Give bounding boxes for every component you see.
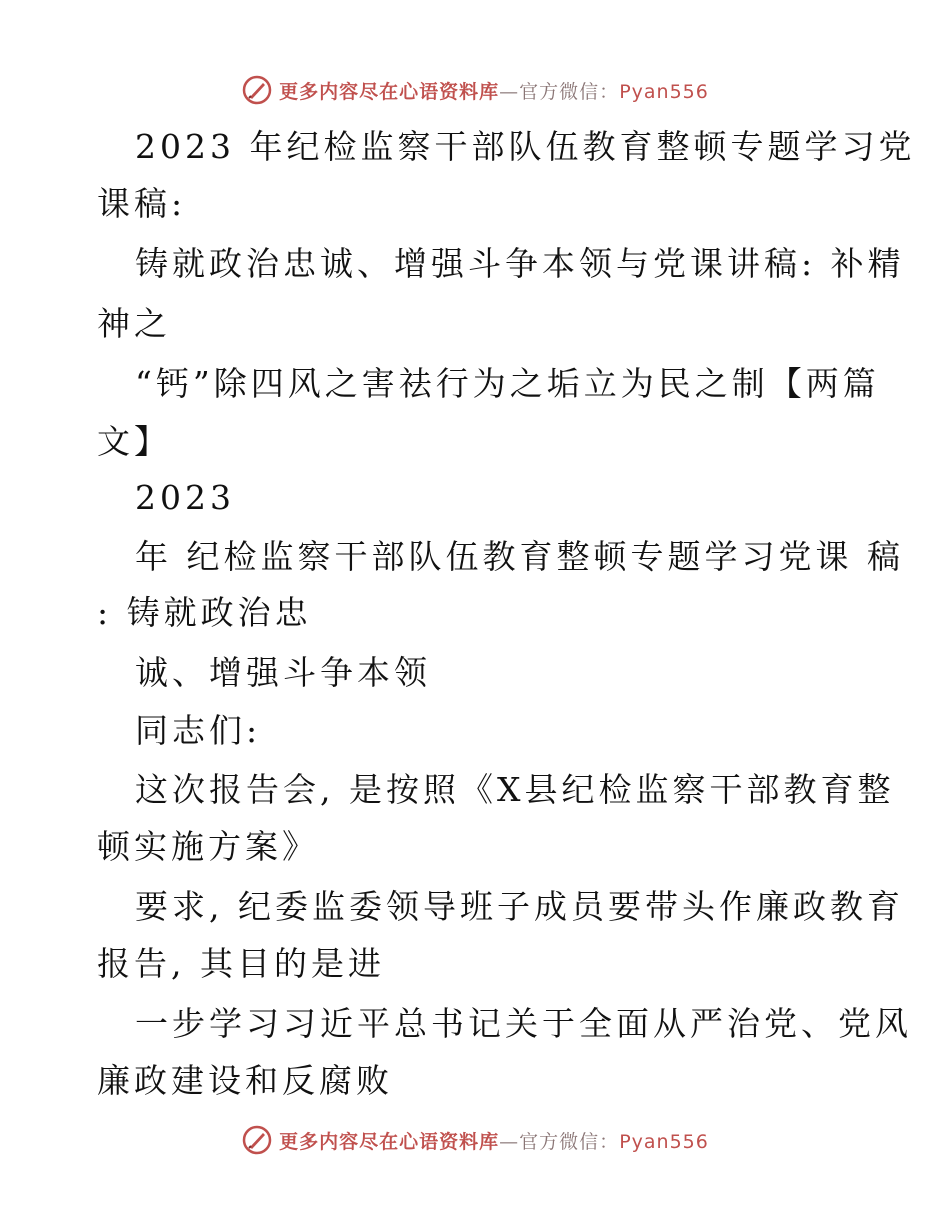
- watermark-account: Pyan556: [619, 1130, 709, 1153]
- text-line: 神之: [97, 304, 171, 343]
- watermark-brand: 更多内容尽在心语资料库: [279, 80, 500, 103]
- text-line: 廉政建设和反腐败: [97, 1061, 393, 1100]
- watermark-label: 官方微信：: [519, 1130, 620, 1153]
- text-line: 要求, 纪委监委领导班子成员要带头作廉政教育: [135, 887, 904, 926]
- text-line: 年 纪检监察干部队伍教育整顿专题学习党课 稿: [135, 537, 904, 576]
- text-line: 顿实施方案》: [97, 827, 319, 866]
- text-line: : 铸就政治忠: [97, 593, 312, 632]
- text-line: 这次报告会, 是按照《X县纪检监察干部教育整: [135, 770, 895, 809]
- watermark-separator: —: [499, 80, 520, 103]
- text-line: 报告, 其目的是进: [97, 944, 385, 983]
- watermark-text: [279, 1127, 709, 1154]
- header-watermark: [0, 70, 950, 110]
- text-line: 2023: [135, 478, 235, 517]
- text-line: 铸就政治忠诚、增强斗争本领与党课讲稿: 补精: [135, 244, 905, 283]
- quill-logo-icon: [241, 74, 273, 106]
- quill-logo-icon: [241, 1124, 273, 1156]
- text-line: 一步学习习近平总书记关于全面从严治党、党风: [135, 1004, 912, 1043]
- watermark-separator: —: [499, 1130, 520, 1153]
- text-line: 文】: [97, 422, 171, 461]
- footer-watermark: [0, 1120, 950, 1160]
- watermark-text: [279, 77, 709, 104]
- text-line: 课稿:: [97, 184, 187, 223]
- text-line: 2023 年纪检监察干部队伍教育整顿专题学习党: [135, 127, 916, 166]
- text-line: “钙”除四风之害祛行为之垢立为民之制【两篇: [135, 364, 880, 403]
- text-line: 同志们:: [135, 711, 262, 750]
- watermark-account: Pyan556: [619, 80, 709, 103]
- watermark-label: 官方微信：: [519, 80, 620, 103]
- text-line: 诚、增强斗争本领: [135, 653, 431, 692]
- watermark-brand: 更多内容尽在心语资料库: [279, 1130, 500, 1153]
